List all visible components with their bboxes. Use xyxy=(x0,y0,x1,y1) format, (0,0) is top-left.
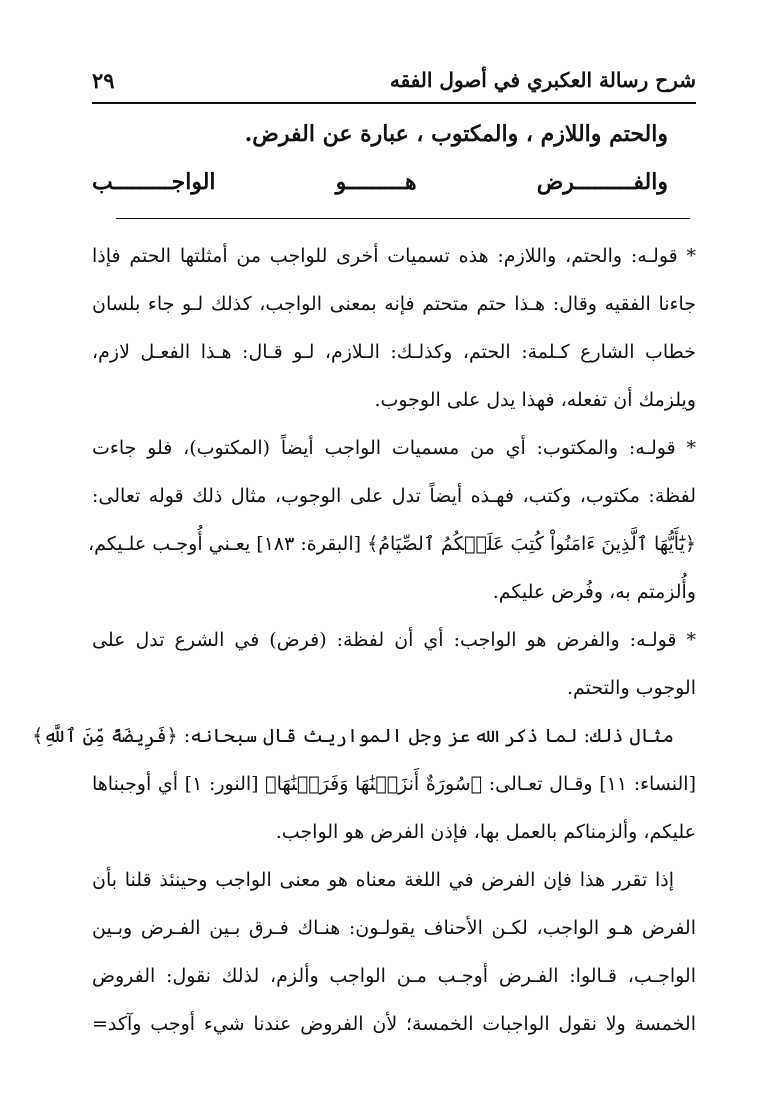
paragraph-ahnaf xyxy=(92,856,696,1048)
text-line: عليكم، وألزمناكم بالعمل بها، فإذن الفرض هو الواجب. xyxy=(275,821,696,843)
text-line: جاءنا الفقيه وقال: هـذا حتم متحتم فإنه بمعنى الواجب، كذلك لـو جاء بلسان xyxy=(92,293,696,315)
text-line: [النساء: ١١] وقـال تعـالى: ﴿سُورَةٌ أَنزَلۡنَٰهَا وَفَرَضۡنَٰهَا﴾ [النور: ١] أي أوجبناها xyxy=(92,773,696,795)
text-line: لفظة: مكتوب، وكتب، فهـذه أيضاً تدل على الوجوب، مثال ذلك قوله تعالى: xyxy=(92,485,696,507)
text-line: إذا تقرر هذا فإن الفرض في اللغة معناه هو معنى الواجب وحينئذ قلنا بأن xyxy=(92,869,674,891)
matn-text xyxy=(92,110,668,206)
text-line: الوجوب والتحتم. xyxy=(566,677,696,699)
text-line: * قولـه: والحتم، واللازم: هذه تسميات أخرى للواجب من أمثلتها الحتم فإذا xyxy=(92,245,696,267)
matn-word-wajib: الواجـــــــــب xyxy=(92,169,216,195)
header-divider xyxy=(92,102,696,104)
text-line: وأُلزمتم به، وفُرض عليكم. xyxy=(492,581,696,603)
paragraph-hatm xyxy=(92,232,696,424)
commentary-body xyxy=(32,232,696,1048)
matn-line-1: والحتم واللازم ، والمكتوب ، عبارة عن الفرض. xyxy=(244,121,668,147)
matn-divider xyxy=(116,218,690,219)
matn-word-fard: والفـــــــــرض xyxy=(536,169,668,195)
matn-word-huwa: هـــــــــو xyxy=(335,169,417,195)
page-number: ٢٩ xyxy=(92,68,115,93)
text-line: الفرض هـو الواجب، لكـن الأحناف يقولـون: هنـاك فـرق بـين الفـرض وبـين xyxy=(92,917,696,939)
paragraph-maktub xyxy=(87,424,696,616)
page-header xyxy=(92,62,696,102)
text-line: * قولـه: والفرض هو الواجب: أي أن لفظة: (فرض) في الشرع تدل على xyxy=(92,629,696,651)
text-line: الواجـب، قـالوا: الفـرض أوجـب مـن الواجب وألزم، لذلك نقول: الفروض xyxy=(92,965,696,987)
paragraph-example xyxy=(32,712,696,856)
running-title: شرح رسالة العكبري في أصول الفقه xyxy=(389,68,696,92)
text-line: * قولـه: والمكتوب: أي من مسميات الواجب أيضاً (المكتوب)، فلو جاءت xyxy=(92,437,696,459)
text-line: الخمسة ولا نقول الواجبات الخمسة؛ لأن الفروض عندنا شيء أوجب وآكد= xyxy=(92,1013,696,1035)
text-line: مثال ذلك: لما ذكر الله عز وجل المواريث قال سبحانه: ﴿فَرِيضَةً مِّنَ ٱللَّهِ﴾ xyxy=(32,725,674,747)
text-line: خطاب الشارع كـلمة: الحتم، وكذلـك: الـلازم، لـو قـال: هـذا الفعـل لازم، xyxy=(92,341,696,363)
text-line: ﴿يَٰٓأَيُّهَا ٱلَّذِينَ ءَامَنُواْ كُتِبَ عَلَيۡكُمُ ٱلصِّيَامُ﴾ [البقرة: ١٨٣] يعـني أُوجـب علـيكم، xyxy=(87,533,696,555)
matn-line-2 xyxy=(92,158,668,206)
text-line: ويلزمك أن تفعله، فهذا يدل على الوجوب. xyxy=(374,389,696,411)
paragraph-fard xyxy=(92,616,696,712)
